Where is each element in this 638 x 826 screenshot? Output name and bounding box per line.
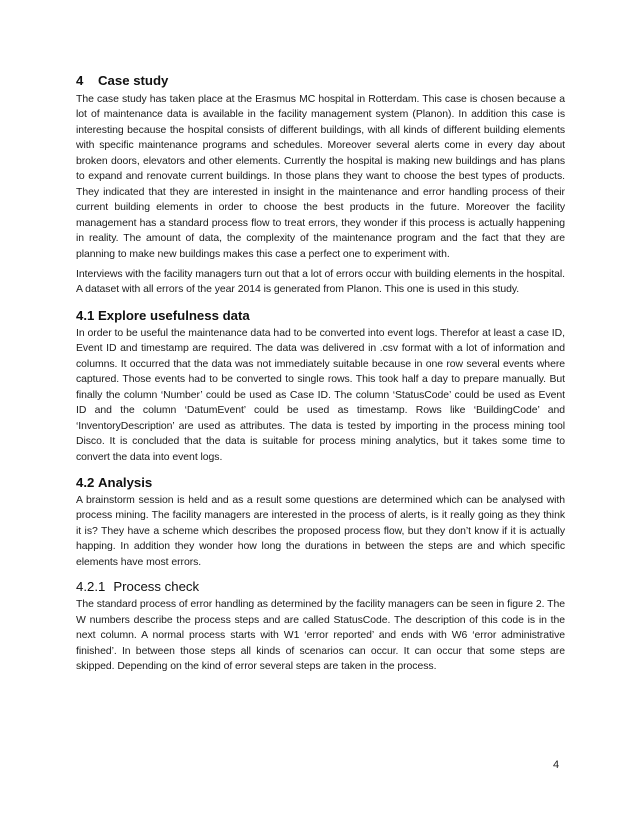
subsection-heading	[76, 308, 565, 323]
section-heading	[76, 73, 565, 88]
paragraph: In order to be useful the maintenance data had to be converted into event logs. Therefor at least a case ID, Event ID and timestamp are required. The data was delivered in .csv format with a lot of information and columns. It occurred that the data was not immediately suitable because in one row several events where captured. Those events had to be converted to single rows. This took half a day to prepare manually. But finally the column ‘Number’ could be used as Case ID. The column ‘StatusCode’ could be used as Event ID and the column ‘DatumEvent’ could be used as timestamp. Rows like ‘BuildingCode’ and ‘InventoryDescription’ are used as attributes. The data is tested by importing in the process mining tool Disco. It is concluded that the data is suitable for process mining analytics, but it takes some time to convert the data into event logs.	[76, 327, 565, 463]
page-number: 4	[553, 759, 560, 771]
paragraph: The standard process of error handling as determined by the facility managers can be seen in figure 2. The W numbers describe the process steps and are called StatusCode. The description of this code is in the next column. A normal process starts with W1 ‘error reported’ and ends with W6 ‘error administrative finished’. In between those steps all kinds of scenarios can occur. It can occur that some steps are skipped. Depending on the kind of error several steps are taken in the process.	[76, 599, 565, 673]
paragraph: Interviews with the facility managers turn out that a lot of errors occur with building elements in the hospital. A dataset with all errors of the year 2014 is generated from Planon. This one is used in this study.	[76, 268, 565, 296]
paragraph: The case study has taken place at the Erasmus MC hospital in Rotterdam. This case is chosen because a lot of maintenance data is available in the facility management system (Planon). In addition this case is interesting because the hospital consists of different buildings, with all kinds of different building elements with specific maintenance programs and schedules. Moreover several alerts come in every day about broken doors, elevators and other elements. Currently the hospital is making new buildings and has plans to expand and renovate current buildings. In those plans they want to choose the best types of products. They indicated that they are interested in insight in the maintenance and error handling process of their current building elements in order to choose the best products in the future. Moreover the facility management has a standard process flow to treat errors, they wonder if this process is actually happening in reality. The amount of data, the complexity of the maintenance program and the fact that they are planning to make new buildings makes this case a perfect one to experiment with.	[76, 94, 565, 260]
page-content	[76, 73, 565, 680]
subsubsection-heading	[76, 579, 565, 594]
section-title: Case study	[98, 73, 169, 88]
section-title: Explore usefulness data	[98, 307, 250, 323]
paragraph: A brainstorm session is held and as a result some questions are determined which can be analysed with process mining. The facility managers are interested in the process of alerts, is it really going as they think it is? They have a scheme which describes the proposed process flow, but they don’t know if it is actually happing. In addition they wonder how long the durations in between the steps are and which specific elements have most errors.	[76, 494, 565, 568]
section-title: Analysis	[98, 474, 153, 490]
subsection-heading	[76, 475, 565, 490]
section-title: Process check	[113, 579, 200, 595]
section-number: 4.1	[76, 307, 95, 323]
section-number: 4.2	[76, 474, 95, 490]
section-number: 4.2.1	[76, 579, 106, 595]
section-number: 4	[76, 73, 84, 88]
